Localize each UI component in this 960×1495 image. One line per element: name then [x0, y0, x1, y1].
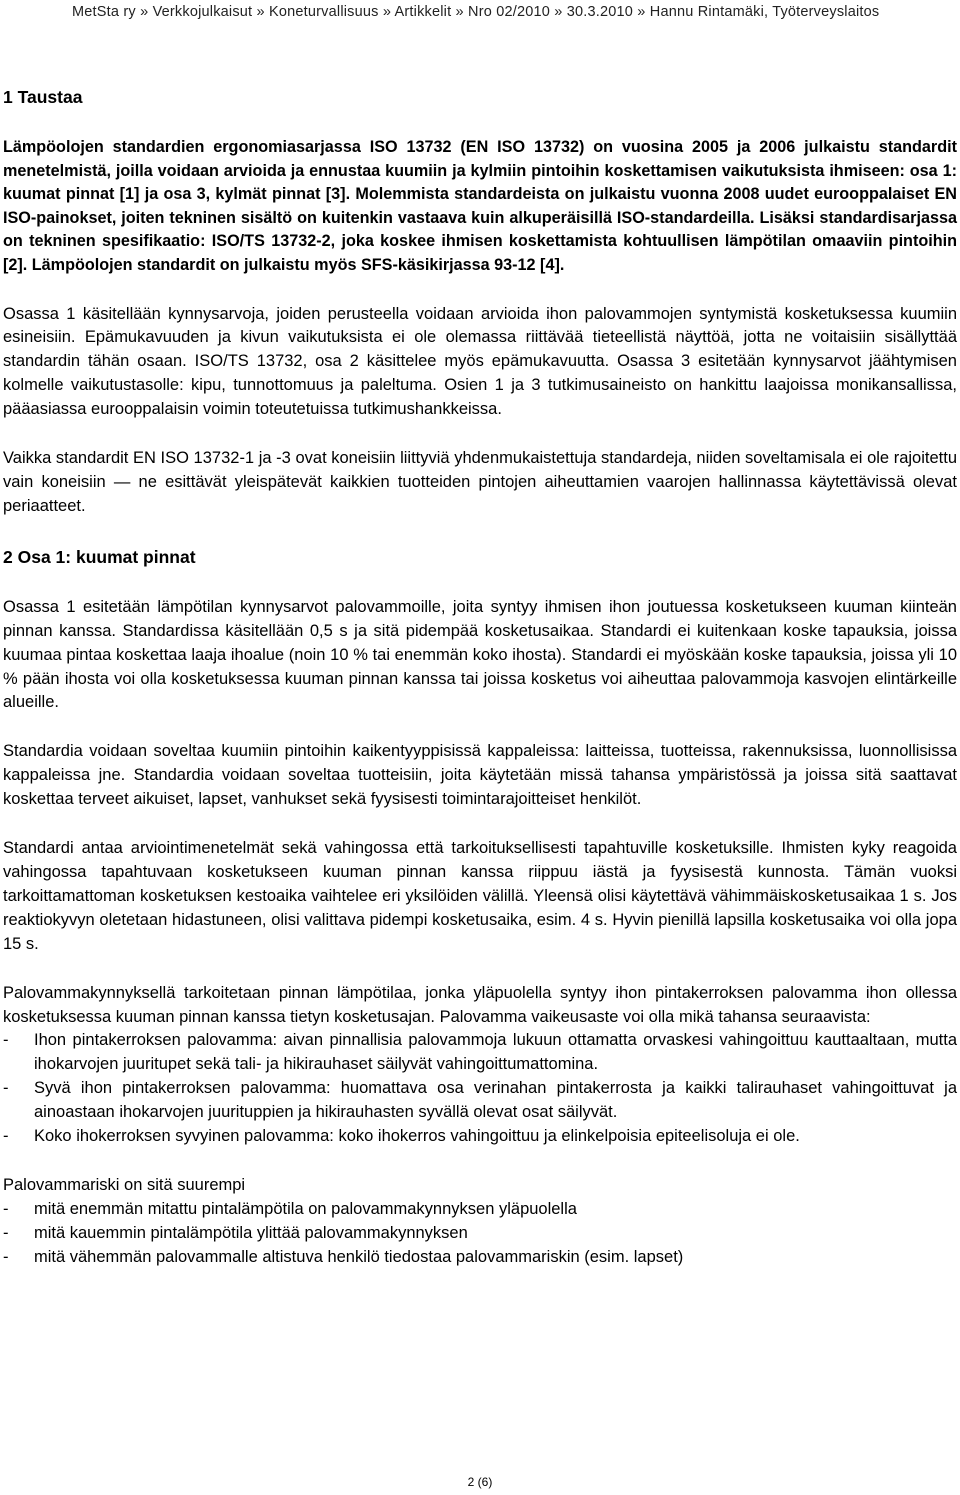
- list-item-text: Koko ihokerroksen syvyinen palovamma: koko ihokerros vahingoittuu ja elinkelpoisia epiteelisoluja ei ole.: [34, 1127, 800, 1146]
- list-item-text: Ihon pintakerroksen palovamma: aivan pinnallisia palovammoja lukuun ottamatta orvaskesi vahingoittuu kauttaaltaan, mutta ihokarvojen juuritupet sekä tali- ja hikirauhaset säilyvät vahingoittumattomina.: [34, 1031, 957, 1074]
- list-item-text: mitä vähemmän palovammalle altistuva henkilö tiedostaa palovammariskin (esim. lapset): [34, 1247, 684, 1266]
- list-item: [3, 1198, 957, 1222]
- risk-list: [3, 1198, 957, 1270]
- dash-bullet: -: [3, 1247, 9, 1266]
- section-1-heading: 1 Taustaa: [3, 87, 83, 107]
- paragraph-hot-surfaces: Osassa 1 esitetään lämpötilan kynnysarvot palovammoille, joita syntyy ihmisen ihon joutuessa kosketukseen kuuman kiinteän pinnan kanssa. Standardissa käsitellään 0,5 s ja sitä pidempää kosketusaikaa. Standardi ei kuitenkaan koske tapauksia, joissa kuumaa pintaa koskettaa laaja ihoalue (noin 10 % tai enemmän koko ihosta). Standardi ei myöskään koske tapauksia, joissa yli 10 % pään ihosta voi olla kosketuksessa kuuman pinnan kanssa tai joissa kosketus voi aiheuttaa palovammoja kasvojen elintärkeille alueille.: [3, 597, 957, 712]
- list-item-text: mitä enemmän mitattu pintalämpötila on palovammakynnyksen yläpuolella: [34, 1199, 577, 1218]
- page-number: 2 (6): [467, 1475, 493, 1489]
- paragraph-scope: Vaikka standardit EN ISO 13732-1 ja -3 ovat koneisiin liittyviä yhdenmukaistettuja standardeja, niiden soveltamisala ei ole rajoitettu vain koneisiin — ne esittävät yleispätevät kaikkien tuotteiden pintojen aiheuttamien vaarojen hallinnassa käytettävissä olevat periaatteet.: [3, 449, 957, 515]
- paragraph-assessment: Standardi antaa arviointimenetelmät sekä vahingossa että tarkoituksellisesti tapahtuville kosketuksille. Ihmisten kyky reagoida vahingossa tapahtuvaan kosketukseen kuuman pinnan kanssa riippuu iästä ja fyysisestä kunnosta. Tämän vuoksi tarkoittamattoman kosketuksen kestoaika vaihtelee eri yksilöiden välillä. Yleensä olisi käytettävä vähimmäiskosketusaikaa 1 s. Jos reaktiokyvyn oletetaan hidastuneen, olisi valittava pidempi kosketusaika, esim. 4 s. Hyvin pienillä lapsilla kosketusaika voi olla jopa 15 s.: [3, 839, 957, 953]
- list-item: [3, 1125, 957, 1149]
- paragraph-application: Standardia voidaan soveltaa kuumiin pintoihin kaikentyyppisissä kappaleissa: laitteissa, tuotteissa, rakennuksissa, luonnollisissa kappaleissa jne. Standardia voidaan soveltaa tuotteisiin, joita käytetään missä tahansa ympäristössä ja joissa sitä saattavat koskettaa terveet aikuiset, lapset, vanhukset sekä fyysisesti toimintarajoitteiset henkilöt.: [3, 742, 957, 809]
- list-item-text: mitä kauemmin pintalämpötila ylittää palovammakynnyksen: [34, 1223, 468, 1242]
- paragraph-thresholds: Osassa 1 käsitellään kynnysarvoja, joiden perusteella voidaan arvioida ihon palovammojen syntymistä kosketuksessa kuumiin esineisiin. Epämukavuuden ja kivun vaikutuksista ei ole olemassa riittävää tieteellistä näyttöä, jotta ne voitaisiin sisällyttää standardin tähän osaan. ISO/TS 13732, osa 2 käsittelee myös epämukavuutta. Osassa 3 esitetään kynnysarvot jäähtymisen kolmelle vaikutustasolle: kipu, tunnottomuus ja paleltuma. Osien 1 ja 3 tutkimusaineisto on hankittu laajoissa monikansallissa, pääasiassa eurooppalaisin voimin toteutetuissa tutkimushankkeissa.: [3, 304, 957, 419]
- paragraph-burn-threshold: Palovammakynnyksellä tarkoitetaan pinnan lämpötilaa, jonka yläpuolella syntyy ihon pintakerroksen palovamma ihon ollessa kosketuksessa kuuman pinnan kanssa tietyn kosketusajan. Palovamma vaikeusaste voi olla mikä tahansa seuraavista:: [3, 983, 957, 1026]
- list-item: [3, 1077, 957, 1125]
- list-item: [3, 1222, 957, 1246]
- list-item: [3, 1029, 957, 1077]
- list-item: [3, 1246, 957, 1270]
- burn-severity-list: [3, 1029, 957, 1149]
- dash-bullet: -: [3, 1199, 9, 1218]
- dash-bullet: -: [3, 1127, 9, 1146]
- dash-bullet: -: [3, 1223, 9, 1242]
- dash-bullet: -: [3, 1079, 9, 1098]
- intro-paragraph: Lämpöolojen standardien ergonomiasarjassa ISO 13732 (EN ISO 13732) on vuosina 2005 ja 2006 julkaistu standardit menetelmistä, joilla voidaan arvioida ja ennustaa kuumiin ja kylmiin pintoihin koskettamisen vaikutuksista ihmiseen: osa 1: kuumat pinnat [1] ja osa 3, kylmät pinnat [3]. Molemmista standardeista on julkaistu vuonna 2008 uudet eurooppalaiset EN ISO-painokset, joiten tekninen sisältö on kuitenkin vastaava kuin alkuperäisillä ISO-standardeilla. Lisäksi standardisarjassa on tekninen spesifikaatio: ISO/TS 13732-2, joka koskee ihmisen koskettamista kohtuullisen lämpötilan omaaviin pintoihin [2]. Lämpöolojen standardit on julkaistu myös SFS-käsikirjassa 93-12 [4].: [3, 138, 957, 274]
- section-2-heading: 2 Osa 1: kuumat pinnat: [3, 546, 196, 567]
- risk-intro: Palovammariski on sitä suurempi: [3, 1175, 246, 1194]
- document-body: [3, 84, 957, 1295]
- dash-bullet: -: [3, 1031, 9, 1050]
- list-item-text: Syvä ihon pintakerroksen palovamma: huomattava osa verinahan pintakerrosta ja kaikki talirauhaset vahingoittuvat ja ainoastaan ihokarvojen juurituppien ja hikirauhasten syvällä olevat osat säilyvät.: [34, 1079, 957, 1122]
- breadcrumb: MetSta ry » Verkkojulkaisut » Koneturvallisuus » Artikkelit » Nro 02/2010 » 30.3.2010 » Hannu Rintamäki, Työterveyslaitos: [72, 4, 880, 20]
